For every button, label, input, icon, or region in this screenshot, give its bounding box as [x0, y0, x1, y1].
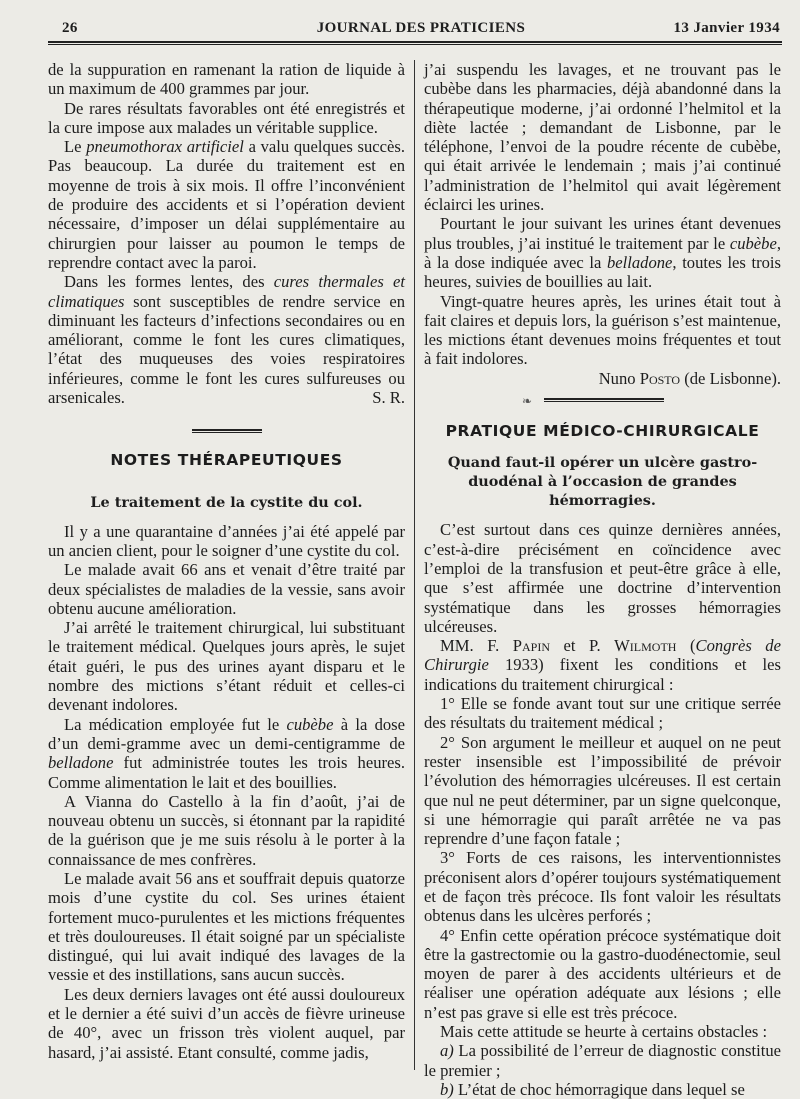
header-rule	[48, 41, 782, 45]
paragraph: J’ai arrêté le traitement chirurgical, lui substituant le traitement médical. Quelques jours après, le sujet était guéri, le pus des urines ayant disparu et le nombre des mictions s’étant réduit et celles-ci devenant indolores.	[48, 618, 405, 715]
page-number: 26	[62, 20, 78, 36]
issue-date: 13 Janvier 1934	[673, 20, 780, 36]
article-title: Quand faut-il opérer un ulcère gastro-duodénal à l’occasion de grandes hémorragies.	[447, 454, 758, 510]
paragraph: La médication employée fut le cubèbe à la dose d’un demi-gramme avec un demi-centigramme de belladone fut administrée toutes les trois heures. Comme alimentation le lait et des bouillies.	[48, 714, 405, 792]
paragraph: 2° Son argument le meilleur et auquel on ne peut rester insensible est l’impossibilité de prévoir l’évolution des hémorragies ulcéreuses. Il est certain que nul ne peut déterminer, par un signe quelconque, si une hémorragie qui paraît arrêtée ne va pas reprendre d’une façon fatale ;	[424, 732, 781, 849]
section-title: NOTES THÉRAPEUTIQUES	[110, 451, 343, 470]
paragraph: Vingt-quatre heures après, les urines était tout à fait claires et depuis lors, la guérison s’est maintenue, les mictions étant devenues moins fréquentes et tout à fait indolores.	[424, 291, 781, 369]
running-header	[62, 18, 780, 42]
paragraph: C’est surtout dans ces quinze dernières années, c’est-à-dire précisément en coïncidence avec l’emploi de la transfusion et peut-être grâce à elle, que s’est affirmée une doctrine d’intervention systématique dans les grosses hémorragies ulcéreuses.	[424, 520, 781, 636]
article-title: Le traitement de la cystite du col.	[90, 493, 363, 511]
paragraph: Le malade avait 66 ans et venait d’être traité par deux spécialistes de maladies de la vessie, sans avoir obtenu aucune amélioration.	[48, 560, 405, 618]
paragraph: Le pneumothorax artificiel a valu quelques succès. Pas beaucoup. La durée du traitement est en moyenne de trois à six mois. Il offre l’inconvénient de produire des accidents et si l’opération devient nécessaire, d’imposer un délai supplémentaire au chirurgien pour laisser au poumon le temps de reprendre contact avec la paroi.	[48, 137, 405, 272]
paragraph: b) L’état de choc hémorragique dans lequel se	[440, 1079, 745, 1099]
left-column	[48, 60, 405, 1062]
paragraph: Le malade avait 56 ans et souffrait depuis quatorze mois d’une cystite du col. Ses urines étaient fortement muco-purulentes et les mictions fréquentes et très douloureuses. Il était soigné par un spécialiste distingué, qui lui avait indiqué des lavages de la vessie et des instillations, sans aucun succès.	[48, 868, 405, 985]
paragraph: 3° Forts de ces raisons, les interventionnistes préconisent alors d’opérer toujours systématiquement et de façon très précoce. Ils font valoir les résultats obtenus dans les ulcères perforés ;	[424, 848, 781, 926]
paragraph: De rares résultats favorables ont été enregistrés et la cure impose aux malades un véritable supplice.	[48, 98, 405, 137]
right-column	[424, 60, 781, 1099]
paragraph: Les deux derniers lavages ont été aussi douloureux et le dernier a été suivi d’un accès de fièvre urineuse de 40°, avec un frisson très violent auquel, par hasard, j’ai assisté. Etant consulté, comme jadis,	[48, 984, 405, 1062]
author-signature: S. R.	[372, 388, 405, 408]
paragraph: de la suppuration en ramenant la ration de liquide à un maximum de 400 grammes par jour.	[48, 60, 405, 99]
author-signature: Nuno Posto (de Lisbonne).	[598, 368, 781, 388]
paragraph: 4° Enfin cette opération précoce systématique doit être la gastrectomie ou la gastro-duodénectomie, seul moyen de parer à des accidents ultérieurs et de réaliser une opération adéquate aux lésions ; elle n’est pas grave si elle est très précoce.	[424, 925, 781, 1022]
paragraph: Pourtant le jour suivant les urines étant devenues plus troubles, j’ai institué le traitement par le cubèbe, à la dose indiquée avec la belladone, toutes les trois heures, suivies de bouillies au lait.	[424, 214, 781, 292]
section-rule	[424, 392, 781, 409]
section-title: PRATIQUE MÉDICO-CHIRURGICALE	[445, 422, 760, 441]
paragraph: Dans les formes lentes, des cures thermales et climatiques sont susceptibles de rendre service en diminuant les facteurs d’infections secondaires ou en améliorant, comme le font les cures climatiques, l’état des muqueuses des voies respiratoires inférieures, comme le font les cures sulfureuses ou arsenicales. S. R.	[48, 272, 405, 408]
paragraph: a) La possibilité de l’erreur de diagnostic constitue le premier ;	[424, 1041, 781, 1080]
paragraph: Il y a une quarantaine d’années j’ai été appelé par un ancien client, pour le soigner d’une cystite du col.	[48, 521, 405, 560]
paragraph: A Vianna do Castello à la fin d’août, j’ai de nouveau obtenu un succès, si étonnant par la rapidité de la guérison que je me suis résolu à le porter à la connaissance de mes confrères.	[48, 791, 405, 869]
paragraph: 1° Elle se fonde avant tout sur une critique serrée des résultats du traitement médical ;	[424, 694, 781, 733]
column-divider	[414, 60, 415, 1070]
journal-title: JOURNAL DES PRATICIENS	[316, 20, 526, 36]
ornament-icon: ❧	[522, 394, 533, 409]
paragraph: j’ai suspendu les lavages, et ne trouvant pas le cubèbe dans les pharmacies, déjà abandonné dans la thérapeutique moderne, j’ai ordonné l’helmitol et la diète lactée ; demandant de Lisbonne, par le téléphone, l’envoi de la poudre récente de cubèbe, qui était arrivée le lendemain ; mais j’ai continué l’administration de l’helmitol qui avait légèrement éclairci les urines.	[424, 60, 781, 215]
paragraph: MM. F. Papin et P. Wilmoth (Congrès de Chirurgie 1933) fixent les conditions et les indications du traitement chirurgical :	[424, 636, 781, 694]
section-rule	[192, 429, 262, 433]
paragraph: Mais cette attitude se heurte à certains obstacles :	[440, 1022, 768, 1042]
